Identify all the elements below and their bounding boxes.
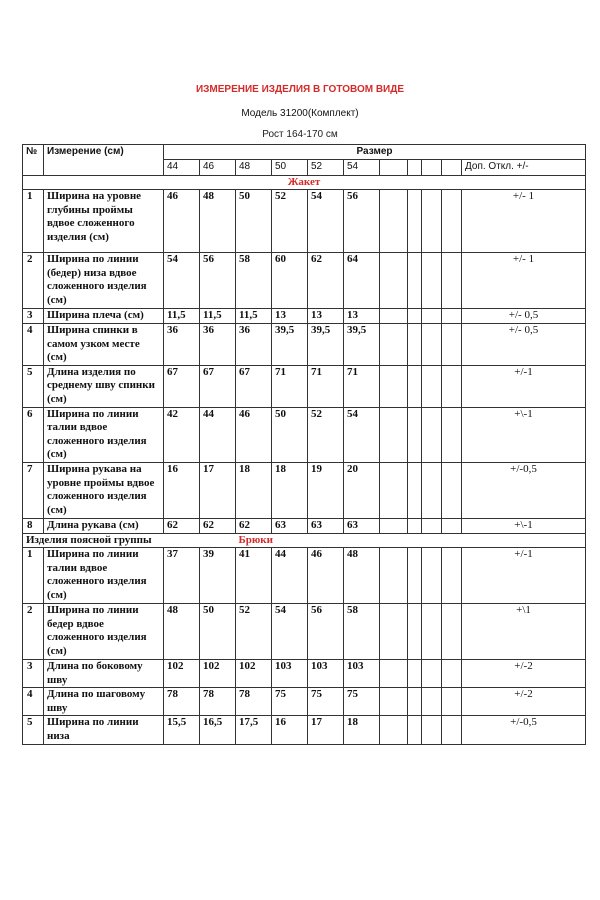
- row-number: 5: [23, 365, 44, 407]
- measurement-name: Длина по шаговому шву: [44, 688, 164, 716]
- size-value: 39,5: [272, 324, 308, 366]
- size-46: 46: [200, 160, 236, 176]
- size-value: 36: [164, 324, 200, 366]
- table-row: [23, 659, 586, 687]
- row-number: 3: [23, 659, 44, 687]
- measurement-name: Длина по боковому шву: [44, 659, 164, 687]
- measurement-name: Ширина спинки в самом узком месте (см): [44, 324, 164, 366]
- empty-cell: [422, 407, 442, 462]
- tolerance-value: +/-1: [462, 365, 586, 407]
- empty-cell: [422, 518, 442, 533]
- size-value: 15,5: [164, 716, 200, 744]
- size-value: 56: [308, 603, 344, 659]
- empty-cell: [422, 603, 442, 659]
- size-value: 50: [200, 603, 236, 659]
- size-value: 63: [308, 518, 344, 533]
- empty-cell: [380, 365, 408, 407]
- empty-cell: [442, 253, 462, 309]
- size-value: 62: [308, 253, 344, 309]
- empty-cell: [380, 190, 408, 253]
- table-row: [23, 365, 586, 407]
- size-value: 71: [344, 365, 380, 407]
- size-value: 11,5: [236, 309, 272, 324]
- size-value: 37: [164, 547, 200, 603]
- size-value: 75: [308, 688, 344, 716]
- measurement-name: Ширина по линии бедер вдвое сложенного изделия (см): [44, 603, 164, 659]
- size-value: 102: [236, 659, 272, 687]
- height-range: Рост 164-170 см: [262, 129, 338, 140]
- row-number: 3: [23, 309, 44, 324]
- table-row: [23, 547, 586, 603]
- size-value: 18: [344, 716, 380, 744]
- empty-cell: [408, 365, 422, 407]
- tolerance-value: +/- 1: [462, 190, 586, 253]
- empty-cell: [422, 365, 442, 407]
- table-row: [23, 688, 586, 716]
- size-value: 63: [272, 518, 308, 533]
- size-value: 44: [272, 547, 308, 603]
- empty-cell: [408, 688, 422, 716]
- size-value: 48: [200, 190, 236, 253]
- size-value: 71: [308, 365, 344, 407]
- size-value: 17,5: [236, 716, 272, 744]
- size-value: 71: [272, 365, 308, 407]
- size-value: 67: [236, 365, 272, 407]
- size-value: 103: [344, 659, 380, 687]
- measurement-name: Ширина плеча (см): [44, 309, 164, 324]
- tolerance-value: +/- 1: [462, 253, 586, 309]
- section-title-jacket: Жакет: [23, 176, 586, 190]
- empty-cell: [422, 659, 442, 687]
- size-value: 36: [200, 324, 236, 366]
- measurement-name: Ширина на уровне глубины проймы вдвое сложенного изделия (см): [44, 190, 164, 253]
- measurement-name: Ширина рукава на уровне проймы вдвое сложенного изделия (см): [44, 462, 164, 518]
- empty-cell: [380, 547, 408, 603]
- empty-cell: [442, 190, 462, 253]
- size-value: 16,5: [200, 716, 236, 744]
- empty-cell: [422, 462, 442, 518]
- empty-cell: [442, 716, 462, 744]
- size-52: 52: [308, 160, 344, 176]
- size-value: 19: [308, 462, 344, 518]
- table-row: [23, 716, 586, 744]
- table-row: [23, 309, 586, 324]
- col-tolerance-header: Доп. Откл. +/-: [462, 160, 586, 176]
- empty-cell: [408, 253, 422, 309]
- empty-cell: [408, 324, 422, 366]
- size-value: 62: [236, 518, 272, 533]
- empty-cell: [380, 462, 408, 518]
- empty-cell: [380, 518, 408, 533]
- size-value: 39,5: [308, 324, 344, 366]
- empty-cell: [408, 407, 422, 462]
- size-value: 50: [272, 407, 308, 462]
- size-value: 16: [164, 462, 200, 518]
- row-number: 4: [23, 688, 44, 716]
- section-row-trousers: [23, 533, 586, 547]
- empty-cell: [408, 190, 422, 253]
- size-value: 102: [200, 659, 236, 687]
- size-value: 78: [164, 688, 200, 716]
- size-value: 13: [272, 309, 308, 324]
- size-value: 36: [236, 324, 272, 366]
- measurement-name: Ширина по линии талии вдвое сложенного изделия (см): [44, 547, 164, 603]
- empty-cell: [442, 407, 462, 462]
- empty-cell: [408, 716, 422, 744]
- tolerance-value: +\-1: [462, 518, 586, 533]
- col-size-header: Размер: [164, 145, 586, 160]
- empty-cell: [422, 309, 442, 324]
- size-value: 58: [236, 253, 272, 309]
- size-value: 13: [344, 309, 380, 324]
- size-value: 50: [236, 190, 272, 253]
- tolerance-value: +\1: [462, 603, 586, 659]
- empty-cell: [380, 309, 408, 324]
- table-row: [23, 190, 586, 253]
- empty-cell: [422, 688, 442, 716]
- tolerance-value: +/-0,5: [462, 716, 586, 744]
- size-value: 18: [272, 462, 308, 518]
- row-number: 2: [23, 603, 44, 659]
- tolerance-value: +/-1: [462, 547, 586, 603]
- section-row-jacket: [23, 176, 586, 190]
- size-value: 103: [308, 659, 344, 687]
- size-48: 48: [236, 160, 272, 176]
- size-44: 44: [164, 160, 200, 176]
- row-number: 4: [23, 324, 44, 366]
- size-value: 54: [344, 407, 380, 462]
- size-value: 39: [200, 547, 236, 603]
- size-value: 54: [272, 603, 308, 659]
- size-value: 11,5: [164, 309, 200, 324]
- tolerance-value: +/-0,5: [462, 462, 586, 518]
- size-value: 64: [344, 253, 380, 309]
- size-value: 20: [344, 462, 380, 518]
- size-value: 17: [308, 716, 344, 744]
- size-value: 56: [200, 253, 236, 309]
- empty-cell: [422, 253, 442, 309]
- page-title: ИЗМЕРЕНИЕ ИЗДЕЛИЯ В ГОТОВОМ ВИДЕ: [195, 84, 405, 95]
- table-row: [23, 253, 586, 309]
- measurement-name: Ширина по линии низа: [44, 716, 164, 744]
- row-number: 1: [23, 190, 44, 253]
- tolerance-value: +\-1: [462, 407, 586, 462]
- size-empty: [380, 160, 408, 176]
- size-value: 52: [236, 603, 272, 659]
- table-row: [23, 324, 586, 366]
- empty-cell: [408, 547, 422, 603]
- size-value: 78: [200, 688, 236, 716]
- size-54: 54: [344, 160, 380, 176]
- measurement-name: Ширина по линии талии вдвое сложенного изделия (см): [44, 407, 164, 462]
- empty-cell: [408, 603, 422, 659]
- size-value: 46: [236, 407, 272, 462]
- tolerance-value: +/- 0,5: [462, 324, 586, 366]
- size-value: 48: [344, 547, 380, 603]
- row-number: 7: [23, 462, 44, 518]
- size-empty: [442, 160, 462, 176]
- size-value: 67: [200, 365, 236, 407]
- size-value: 39,5: [344, 324, 380, 366]
- empty-cell: [442, 603, 462, 659]
- size-value: 62: [200, 518, 236, 533]
- size-value: 54: [164, 253, 200, 309]
- empty-cell: [442, 547, 462, 603]
- size-value: 18: [236, 462, 272, 518]
- empty-cell: [380, 324, 408, 366]
- empty-cell: [442, 688, 462, 716]
- empty-cell: [380, 659, 408, 687]
- size-value: 75: [344, 688, 380, 716]
- empty-cell: [408, 659, 422, 687]
- row-number: 1: [23, 547, 44, 603]
- size-value: 17: [200, 462, 236, 518]
- empty-cell: [442, 659, 462, 687]
- size-value: 60: [272, 253, 308, 309]
- empty-cell: [380, 407, 408, 462]
- size-value: 48: [164, 603, 200, 659]
- table-row: [23, 518, 586, 533]
- empty-cell: [408, 518, 422, 533]
- tolerance-value: +/- 0,5: [462, 309, 586, 324]
- empty-cell: [442, 365, 462, 407]
- empty-cell: [380, 253, 408, 309]
- size-50: 50: [272, 160, 308, 176]
- section-title-trousers: Брюки: [236, 533, 586, 547]
- size-value: 52: [272, 190, 308, 253]
- empty-cell: [408, 309, 422, 324]
- empty-cell: [422, 547, 442, 603]
- empty-cell: [442, 309, 462, 324]
- section-label-waist-group: Изделия поясной группы: [23, 533, 236, 547]
- empty-cell: [380, 603, 408, 659]
- table-row: [23, 603, 586, 659]
- header-row: [23, 145, 586, 160]
- col-measure-header: Измерение (см): [44, 145, 164, 176]
- empty-cell: [380, 716, 408, 744]
- empty-cell: [408, 462, 422, 518]
- empty-cell: [422, 190, 442, 253]
- empty-cell: [442, 518, 462, 533]
- size-value: 54: [308, 190, 344, 253]
- size-value: 52: [308, 407, 344, 462]
- model-subtitle: Модель 31200(Комплект): [241, 108, 359, 119]
- size-value: 11,5: [200, 309, 236, 324]
- size-value: 16: [272, 716, 308, 744]
- table-row: [23, 462, 586, 518]
- size-value: 75: [272, 688, 308, 716]
- row-number: 8: [23, 518, 44, 533]
- size-empty: [422, 160, 442, 176]
- empty-cell: [422, 716, 442, 744]
- measurement-name: Ширина по линии (бедер) низа вдвое сложенного изделия (см): [44, 253, 164, 309]
- empty-cell: [442, 324, 462, 366]
- size-value: 44: [200, 407, 236, 462]
- row-number: 2: [23, 253, 44, 309]
- tolerance-value: +/-2: [462, 688, 586, 716]
- empty-cell: [422, 324, 442, 366]
- empty-cell: [442, 462, 462, 518]
- size-value: 41: [236, 547, 272, 603]
- size-empty: [408, 160, 422, 176]
- size-value: 103: [272, 659, 308, 687]
- size-value: 102: [164, 659, 200, 687]
- size-value: 46: [308, 547, 344, 603]
- size-value: 58: [344, 603, 380, 659]
- measurement-name: Длина изделия по среднему шву спинки (см): [44, 365, 164, 407]
- size-value: 78: [236, 688, 272, 716]
- empty-cell: [380, 688, 408, 716]
- row-number: 6: [23, 407, 44, 462]
- size-value: 67: [164, 365, 200, 407]
- table-row: [23, 407, 586, 462]
- tolerance-value: +/-2: [462, 659, 586, 687]
- size-value: 42: [164, 407, 200, 462]
- size-value: 13: [308, 309, 344, 324]
- size-value: 62: [164, 518, 200, 533]
- size-value: 46: [164, 190, 200, 253]
- size-value: 56: [344, 190, 380, 253]
- measurement-name: Длина рукава (см): [44, 518, 164, 533]
- col-num-header: №: [23, 145, 44, 176]
- size-value: 63: [344, 518, 380, 533]
- row-number: 5: [23, 716, 44, 744]
- measurement-table: [22, 144, 586, 745]
